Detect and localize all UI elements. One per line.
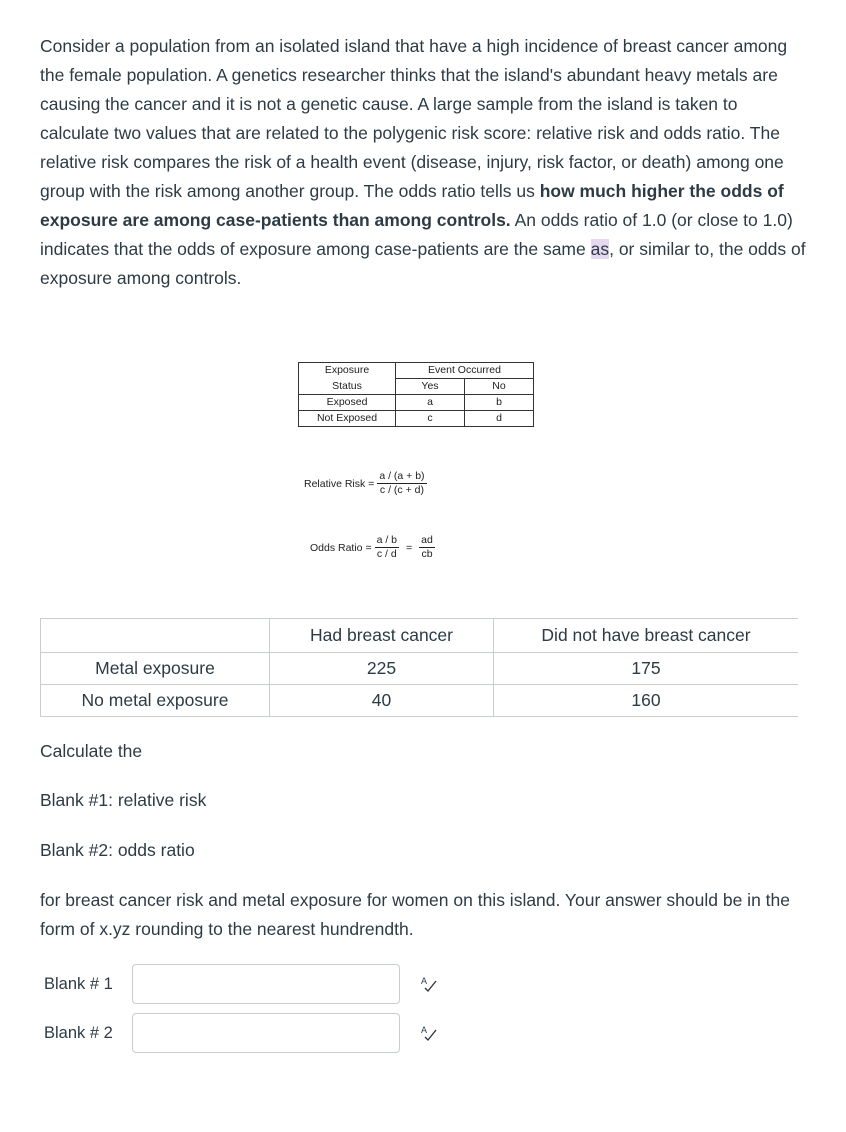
table-cell: Metal exposure xyxy=(41,653,270,685)
table-row xyxy=(41,685,799,717)
blank-2-label: Blank # 2 xyxy=(44,1023,113,1042)
relative-risk-formula xyxy=(304,470,430,497)
table-cell: 160 xyxy=(494,685,799,717)
or-equals: = xyxy=(406,541,413,554)
spellcheck-icon[interactable] xyxy=(420,975,438,993)
not-exposed-label: Not Exposed xyxy=(299,411,396,427)
blank2-description: Blank #2: odds ratio xyxy=(40,840,195,860)
or-label: Odds Ratio = xyxy=(310,541,372,554)
rr-numerator: a / (a + b) xyxy=(379,470,425,482)
event-header: Event Occurred xyxy=(396,363,534,379)
calculate-text: Calculate the xyxy=(40,741,143,761)
no-header: No xyxy=(465,379,534,395)
blank1-description: Blank #1: relative risk xyxy=(40,790,207,810)
exposure-data-table xyxy=(40,618,798,717)
spellcheck-icon[interactable] xyxy=(420,1024,438,1042)
cell-b: b xyxy=(465,395,534,411)
question-text xyxy=(40,32,810,293)
blank-2-row xyxy=(44,1013,438,1053)
svg-text:A: A xyxy=(421,976,428,986)
or-numerator-1: a / b xyxy=(376,534,398,546)
rr-label: Relative Risk = xyxy=(304,477,375,490)
blank-1-row xyxy=(44,964,438,1004)
blank-1-input[interactable] xyxy=(132,964,400,1004)
table-header-row xyxy=(41,619,799,653)
question-text-part2: An odds ratio of 1.0 (or close to 1.0) indicates that the odds of exposure among case-patients are the same xyxy=(40,210,793,259)
status-header: Status xyxy=(299,379,396,395)
exposed-label: Exposed xyxy=(299,395,396,411)
table-cell: 40 xyxy=(270,685,494,717)
cell-d: d xyxy=(465,411,534,427)
highlighted-word: as xyxy=(590,239,610,259)
table-row xyxy=(41,653,799,685)
table-header-cell: Had breast cancer xyxy=(270,619,494,653)
odds-ratio-formula xyxy=(310,534,438,561)
yes-header: Yes xyxy=(396,379,465,395)
contingency-table xyxy=(298,362,534,427)
table-header-cell xyxy=(41,619,270,653)
question-text-part3: , or similar to, the odds of exposure among controls. xyxy=(40,239,806,288)
formula-figure xyxy=(298,362,538,577)
instructions-text: for breast cancer risk and metal exposure for women on this island. Your answer should be in the form of x.yz rounding to the nearest hundrendth. xyxy=(40,890,790,939)
table-header-cell: Did not have breast cancer xyxy=(494,619,799,653)
cell-a: a xyxy=(396,395,465,411)
or-denominator-2: cb xyxy=(421,548,433,560)
exposure-header: Exposure xyxy=(299,363,396,379)
table-cell: 175 xyxy=(494,653,799,685)
or-denominator-1: c / d xyxy=(376,548,397,560)
question-text-bold: how much higher the odds of exposure are among case-patients than among controls. xyxy=(40,181,784,230)
or-numerator-2: ad xyxy=(421,534,433,546)
cell-c: c xyxy=(396,411,465,427)
blank-1-label: Blank # 1 xyxy=(44,974,113,993)
rr-denominator: c / (c + d) xyxy=(379,484,424,496)
svg-text:A: A xyxy=(421,1025,428,1035)
question-text-part1: Consider a population from an isolated island that have a high incidence of breast cancer among the female population. A genetics researcher thinks that the island's abundant heavy metals are causing the cancer and it is not a genetic cause. A large sample from the island is taken to calculate two values that are related to the polygenic risk score: relative risk and odds ratio. The relative risk compares the risk of a health event (disease, injury, risk factor, or death) among one group with the risk among another group. The odds ratio tells us xyxy=(40,36,788,201)
table-cell: 225 xyxy=(270,653,494,685)
blank-2-input[interactable] xyxy=(132,1013,400,1053)
table-cell: No metal exposure xyxy=(41,685,270,717)
